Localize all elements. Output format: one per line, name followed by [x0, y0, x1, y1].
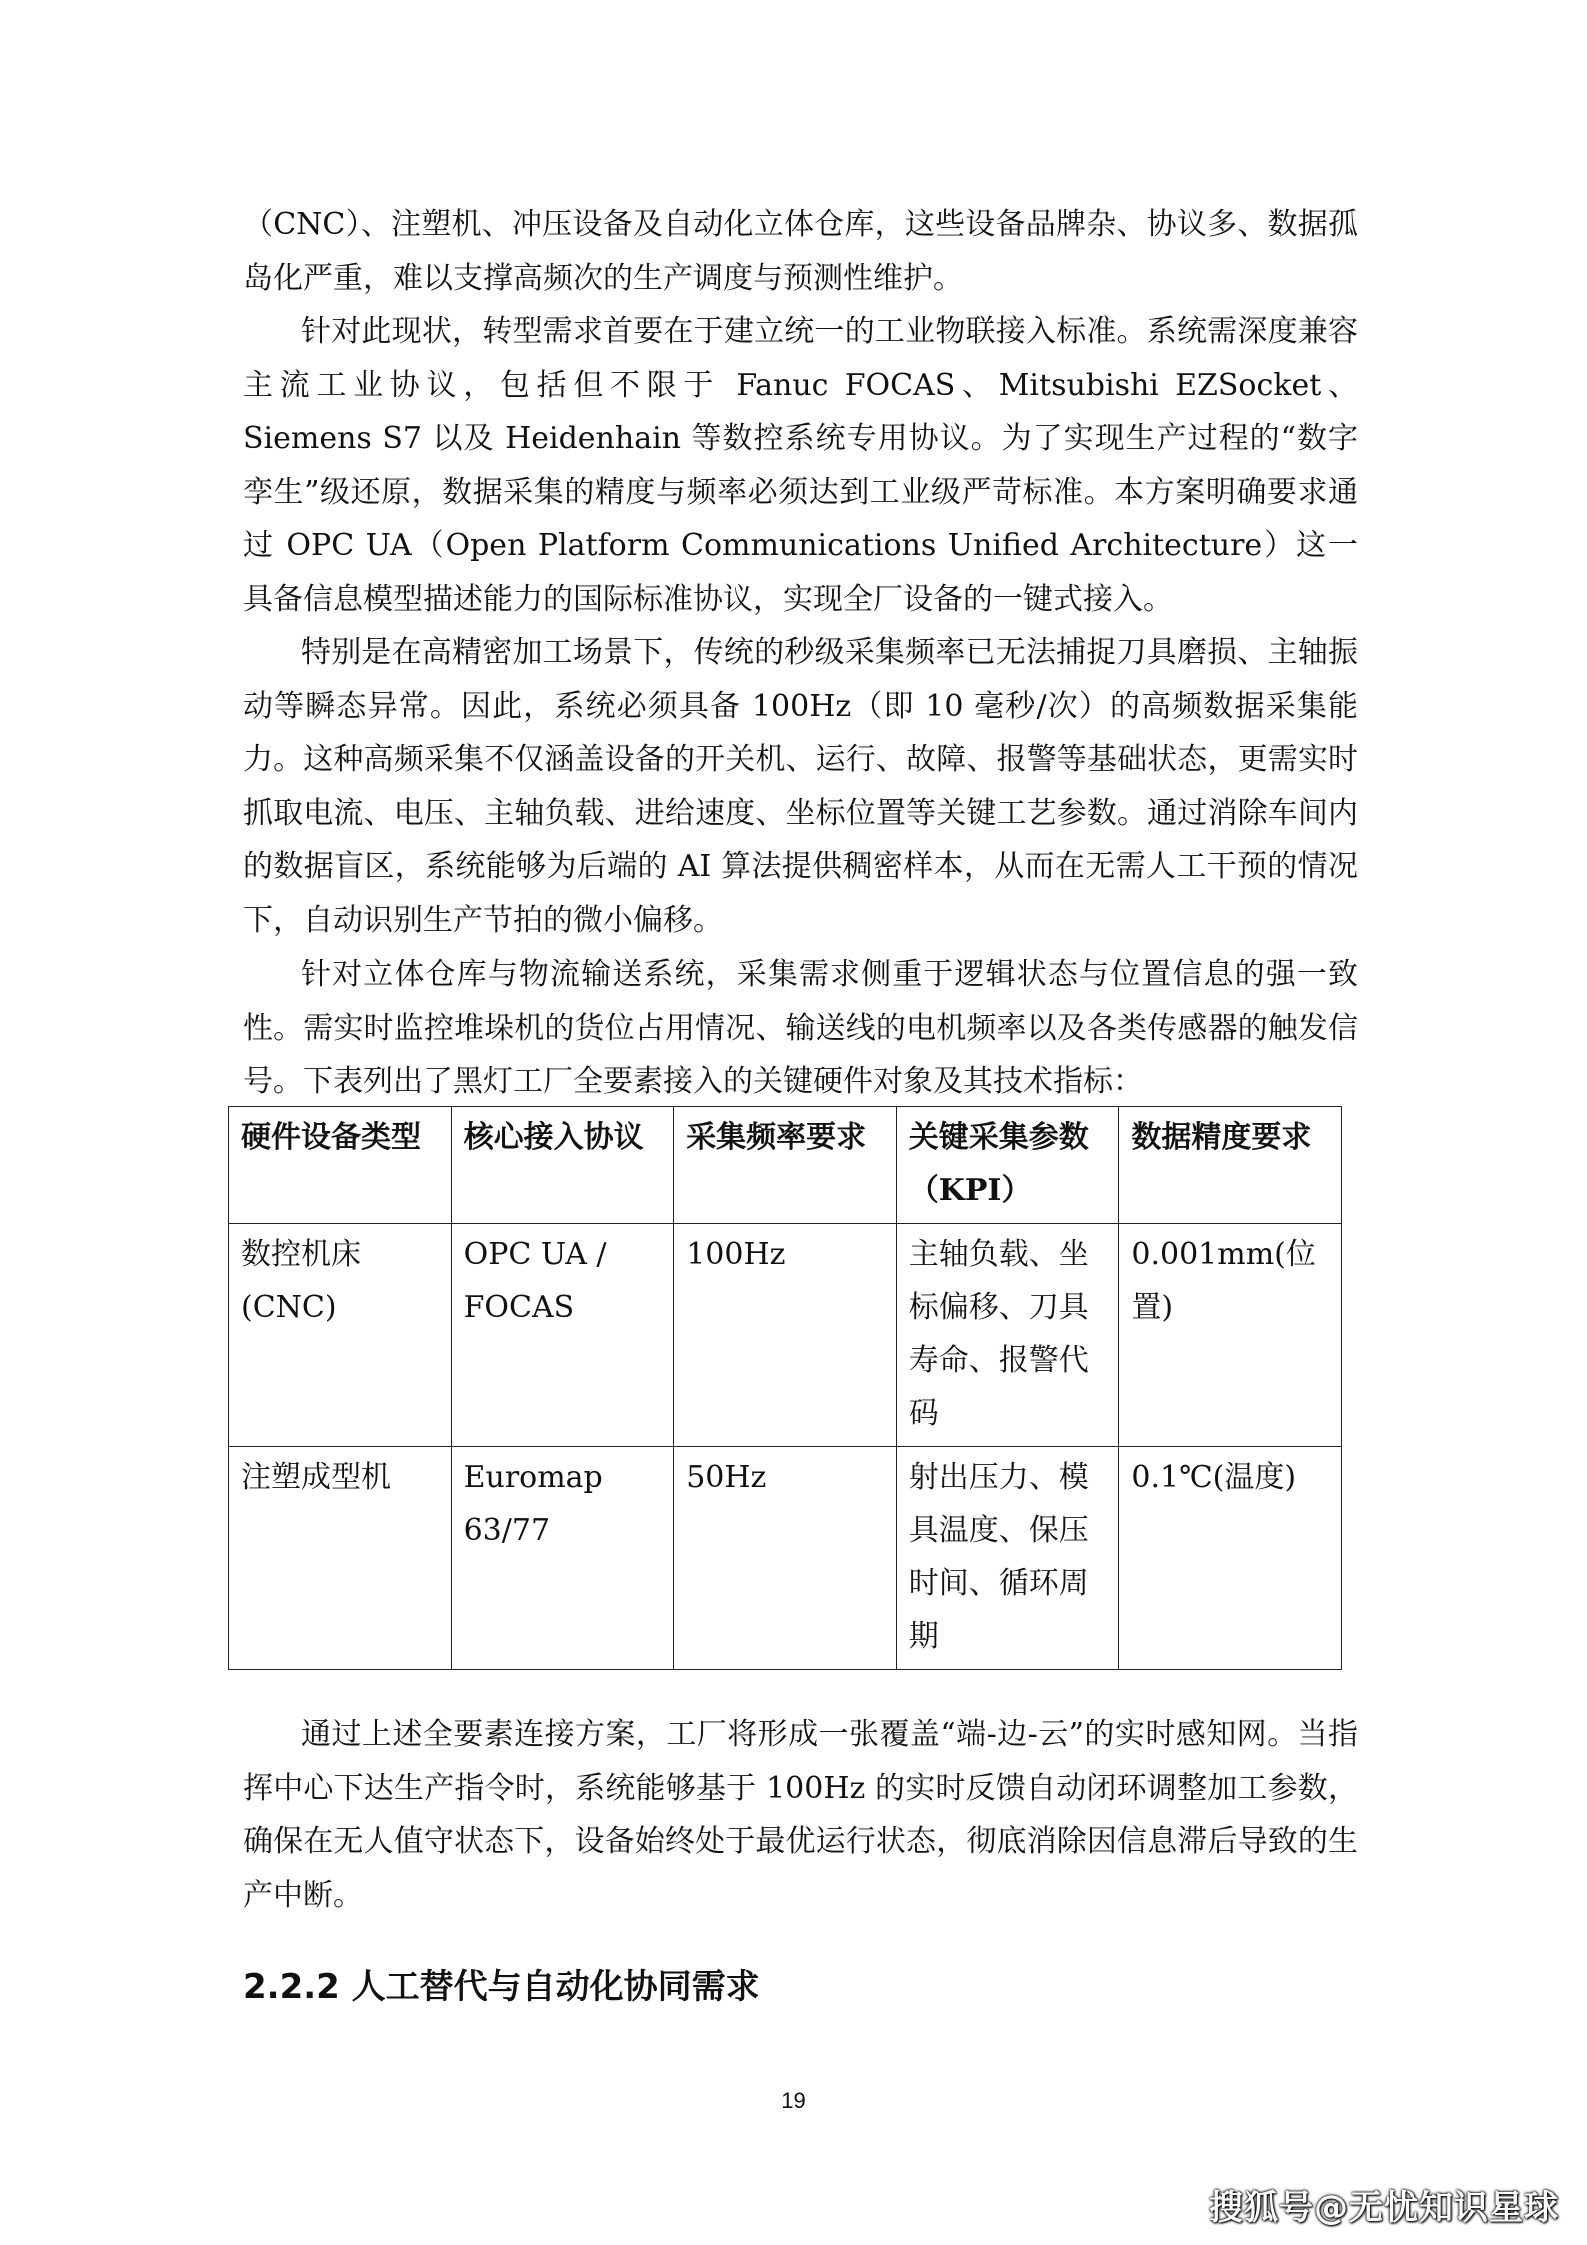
cell-protocol: Euromap 63/77: [451, 1447, 674, 1670]
header-frequency: 采集频率要求: [674, 1107, 897, 1224]
paragraph-3: 特别是在高精密加工场景下，传统的秒级采集频率已无法捕捉刀具磨损、主轴振动等瞬态异常。因此，系统必须具备 100Hz（即 10 毫秒/次）的高频数据采集能力。这种高频采集不仅涵盖设备的开关机、运行、故障、报警等基础状态，更需实时抓取电流、电压、主轴负载、进给速度、坐标位置等关键工艺参数。通过消除车间内的数据盲区，系统能够为后端的 AI 算法提供稠密样本，从而在无需人工干预的情况下，自动识别生产节拍的微小偏移。: [243, 635, 1358, 938]
header-protocol: 核心接入协议: [451, 1107, 674, 1224]
section-heading: 2.2.2 人工替代与自动化协同需求: [243, 1967, 760, 2007]
header-kpi: 关键采集参数（KPI）: [896, 1107, 1119, 1224]
cell-frequency: 100Hz: [674, 1224, 897, 1447]
cell-device-type: 注塑成型机: [229, 1447, 452, 1670]
paragraph-1: （CNC）、注塑机、冲压设备及自动化立体仓库，这些设备品牌杂、协议多、数据孤岛化严重，难以支撑高频次的生产调度与预测性维护。: [243, 207, 1358, 296]
cell-frequency: 50Hz: [674, 1447, 897, 1670]
hardware-spec-table: [228, 1106, 1342, 1670]
page-number: 19: [781, 2088, 806, 2113]
cell-precision: 0.001mm(位置): [1119, 1224, 1342, 1447]
paragraph-5: 通过上述全要素连接方案，工厂将形成一张覆盖“端-边-云”的实时感知网。当指挥中心下达生产指令时，系统能够基于 100Hz 的实时反馈自动闭环调整加工参数，确保在无人值守状态下，设备始终处于最优运行状态，彻底消除因信息滞后导致的生产中断。: [243, 1717, 1358, 1913]
cell-kpi: 射出压力、模具温度、保压时间、循环周期: [896, 1447, 1119, 1670]
paragraph-2: 针对此现状，转型需求首要在于建立统一的工业物联接入标准。系统需深度兼容主流工业协议，包括但不限于 Fanuc FOCAS、Mitsubishi EZSocket、Siemens S7 以及 Heidenhain 等数控系统专用协议。为了实现生产过程的“数字孪生”级还原，数据采集的精度与频率必须达到工业级严苛标准。本方案明确要求通过 OPC UA（Open Platform Communications Unified Architecture）这一具备信息模型描述能力的国际标准协议，实现全厂设备的一键式接入。: [243, 314, 1358, 617]
cell-precision: 0.1℃(温度): [1119, 1447, 1342, 1670]
watermark: 搜狐号@无忧知识星球: [1209, 2188, 1559, 2228]
header-precision: 数据精度要求: [1119, 1107, 1342, 1224]
cell-protocol: OPC UA / FOCAS: [451, 1224, 674, 1447]
header-device-type: 硬件设备类型: [229, 1107, 452, 1224]
table-row: [229, 1447, 1342, 1670]
cell-device-type: 数控机床(CNC): [229, 1224, 452, 1447]
table-header-row: [229, 1107, 1342, 1224]
cell-kpi: 主轴负载、坐标偏移、刀具寿命、报警代码: [896, 1224, 1119, 1447]
table-row: [229, 1224, 1342, 1447]
paragraph-4: 针对立体仓库与物流输送系统，采集需求侧重于逻辑状态与位置信息的强一致性。需实时监控堆垛机的货位占用情况、输送线的电机频率以及各类传感器的触发信号。下表列出了黑灯工厂全要素接入的关键硬件对象及其技术指标：: [243, 957, 1358, 1099]
